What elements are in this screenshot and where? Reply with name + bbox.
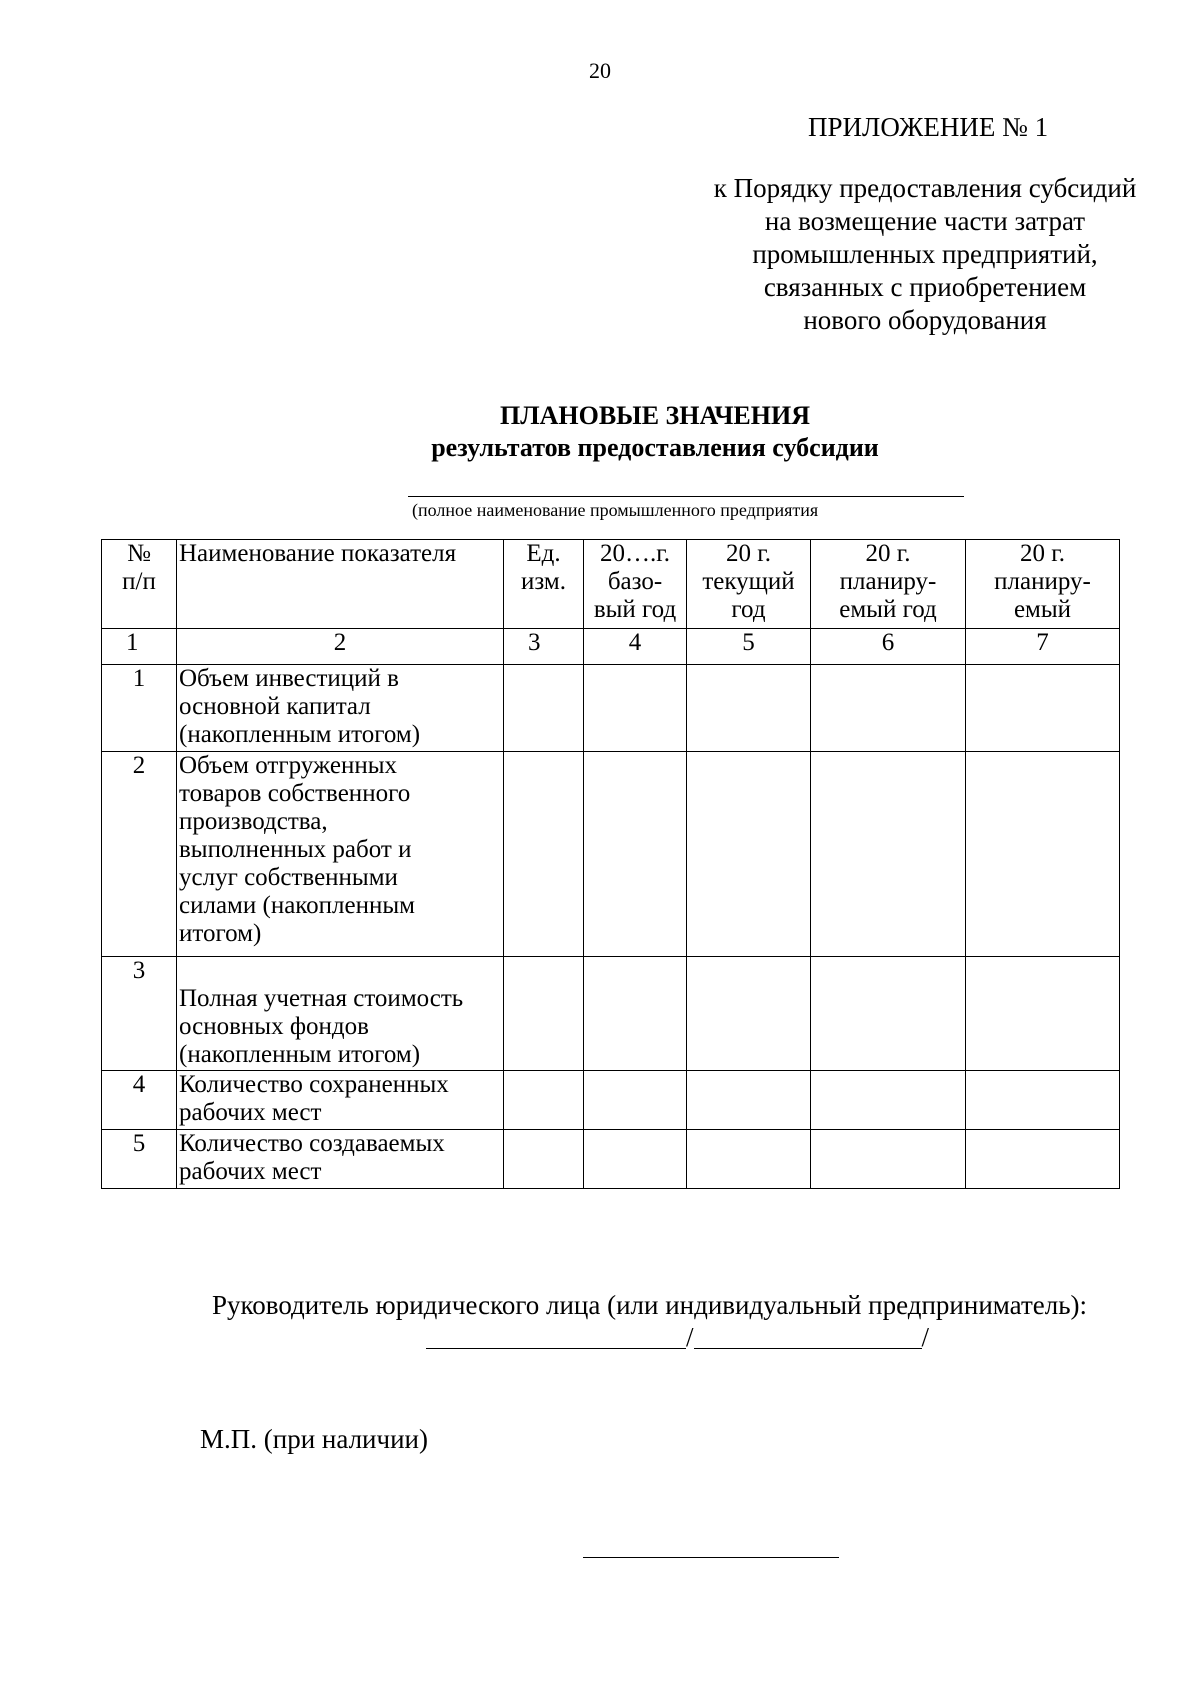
value-cell [966, 665, 1120, 752]
value-cell [584, 957, 687, 1071]
results-table [101, 539, 1120, 1189]
row-number: 1 [102, 665, 177, 752]
header-cell-base-year: 20….г. базо- вый год [584, 540, 687, 629]
appendix-title: ПРИЛОЖЕНИЕ № 1 [808, 112, 1049, 142]
table-header-row [102, 540, 1120, 629]
value-cell [504, 1071, 584, 1130]
signatory-label: Руководитель юридического лица (или индивидуальный предприниматель): [212, 1290, 1088, 1320]
header-cell-current-year: 20 г. текущий год [687, 540, 811, 629]
company-name-line [408, 496, 964, 497]
signature-separator: / [686, 1322, 694, 1352]
column-number: 2 [177, 629, 504, 665]
document-title [0, 400, 1200, 464]
value-cell [966, 957, 1120, 1071]
document-title-sub: результатов предоставления субсидии [431, 433, 879, 462]
header-cell-unit: Ед. изм. [504, 540, 584, 629]
signature-separator: / [921, 1322, 930, 1352]
value-cell [504, 1130, 584, 1189]
header-cell-planned-year-2: 20 г. планиру- емый [966, 540, 1120, 629]
appendix-reference-line: промышленных предприятий, [752, 239, 1098, 269]
name-line [694, 1322, 922, 1349]
table-row [102, 957, 1120, 1071]
value-cell [687, 1130, 811, 1189]
column-number: 7 [966, 629, 1120, 665]
value-cell [966, 1130, 1120, 1189]
value-cell [504, 752, 584, 957]
row-number: 4 [102, 1071, 177, 1130]
value-cell [584, 752, 687, 957]
appendix-reference-line: к Порядку предоставления субсидий [713, 173, 1137, 203]
value-cell [584, 665, 687, 752]
indicator-name: Количество создаваемых рабочих мест [177, 1130, 504, 1189]
column-number: 1 [102, 629, 177, 665]
value-cell [504, 957, 584, 1071]
table-row [102, 752, 1120, 957]
row-number: 5 [102, 1130, 177, 1189]
value-cell [687, 752, 811, 957]
signature-lines [426, 1322, 929, 1353]
value-cell [687, 665, 811, 752]
stamp-label: М.П. (при наличии) [200, 1424, 428, 1454]
column-number: 4 [584, 629, 687, 665]
document-title-main: ПЛАНОВЫЕ ЗНАЧЕНИЯ [500, 401, 810, 430]
value-cell [811, 665, 966, 752]
table-row [102, 665, 1120, 752]
header-cell-planned-year: 20 г. планиру- емый год [811, 540, 966, 629]
row-number: 3 [102, 957, 177, 1071]
company-name-caption: (полное наименование промышленного предприятия [412, 500, 819, 520]
value-cell [966, 752, 1120, 957]
table-row [102, 1130, 1120, 1189]
value-cell [687, 1071, 811, 1130]
indicator-name: Объем отгруженных товаров собственного производства, выполненных работ и услуг собственными силами (накопленным итогом) [177, 752, 504, 957]
indicator-name: Количество сохраненных рабочих мест [177, 1071, 504, 1130]
value-cell [811, 752, 966, 957]
row-number: 2 [102, 752, 177, 957]
value-cell [811, 957, 966, 1071]
header-cell-indicator: Наименование показателя [177, 540, 504, 629]
column-number: 5 [687, 629, 811, 665]
page-number: 20 [589, 58, 611, 83]
table-row [102, 1071, 1120, 1130]
column-number: 3 [504, 629, 584, 665]
indicator-name: Объем инвестиций в основной капитал (накопленным итогом) [177, 665, 504, 752]
column-number-row [102, 629, 1120, 665]
value-cell [811, 1071, 966, 1130]
header-cell-number: № п/п [102, 540, 177, 629]
value-cell [687, 957, 811, 1071]
value-cell [504, 665, 584, 752]
value-cell [966, 1071, 1120, 1130]
column-number: 6 [811, 629, 966, 665]
appendix-reference [690, 172, 1160, 337]
value-cell [811, 1130, 966, 1189]
date-line [583, 1557, 839, 1558]
indicator-name: Полная учетная стоимость основных фондов (накопленным итогом) [177, 957, 504, 1071]
value-cell [584, 1071, 687, 1130]
appendix-reference-line: связанных с приобретением [763, 272, 1087, 302]
appendix-reference-line: на возмещение части затрат [764, 206, 1086, 236]
value-cell [584, 1130, 687, 1189]
appendix-reference-line: нового оборудования [803, 305, 1047, 335]
signature-line [426, 1322, 686, 1349]
